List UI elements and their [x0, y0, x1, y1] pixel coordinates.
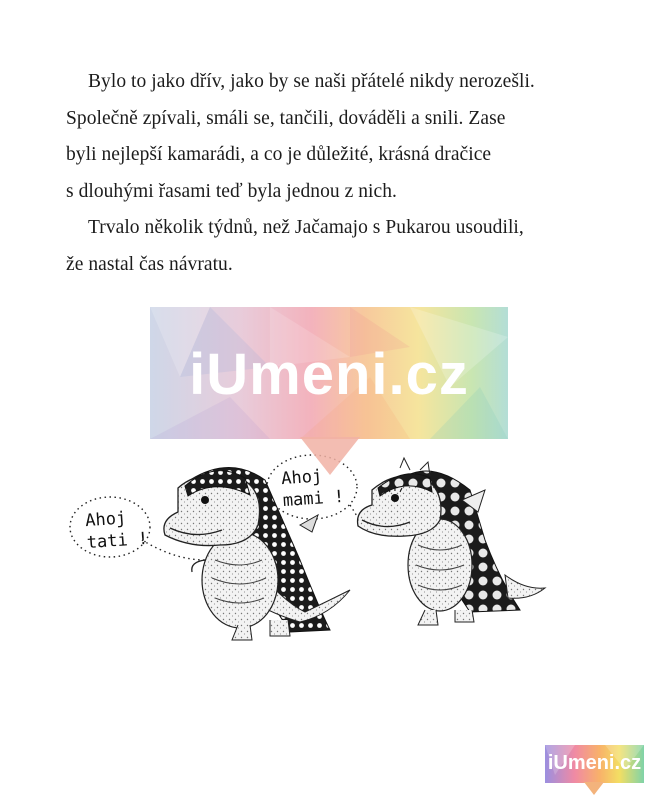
text-line: byli nejlepší kamarádi, a co je důležité, krásná dračice [66, 144, 492, 165]
watermark-pointer [300, 437, 360, 477]
watermark-banner [150, 307, 508, 439]
paragraph-1 [66, 64, 606, 210]
bubble-line: Ahoj [84, 508, 127, 532]
bubble-line: Ahoj [280, 466, 323, 490]
left-bubble-text [85, 506, 149, 554]
text-line: Společně zpívali, smáli se, tančili, dováděli a snili. Zase [66, 107, 506, 129]
logo-pointer [584, 782, 604, 796]
iumeni-logo[interactable] [545, 745, 644, 783]
bubble-line: tati ! [86, 528, 149, 554]
story-text [66, 64, 606, 283]
logo-text: iUmeni.cz [547, 752, 642, 774]
bubble-line: mami ! [282, 486, 345, 512]
text-line: Trvalo několik týdnů, než Jačamajo s Pukarou usoudili, [88, 217, 524, 238]
paragraph-2 [66, 210, 606, 283]
watermark-text: iUmeni.cz [189, 342, 469, 407]
text-line: s dlouhými řasami teď byla jednou z nich. [66, 180, 397, 202]
text-line: že nastal čas návratu. [66, 253, 233, 275]
mom-dragon [358, 458, 545, 625]
text-line: Bylo to jako dřív, jako by se naši přátelé nikdy nerozešli. [88, 71, 535, 92]
